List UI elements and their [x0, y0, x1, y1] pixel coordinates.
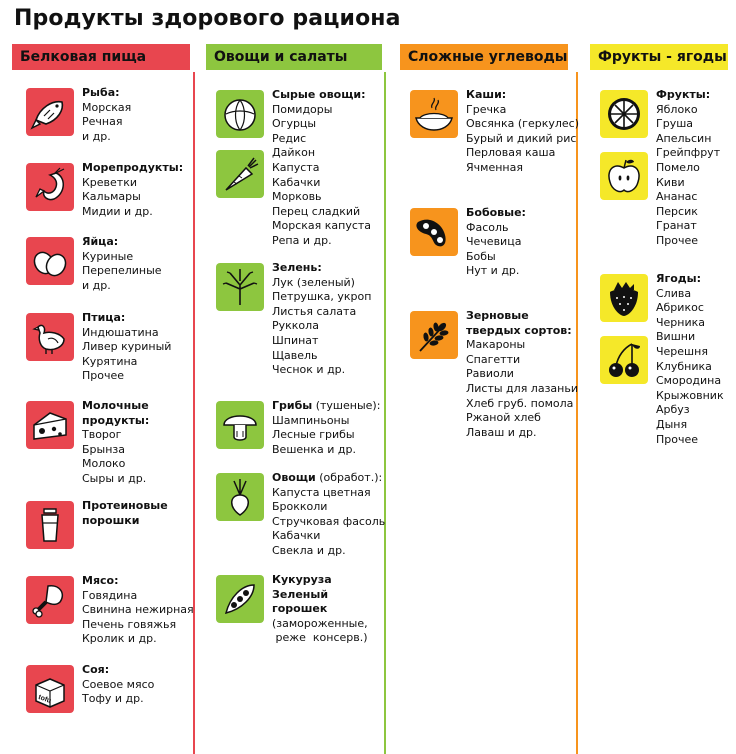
- item-line: Хлеб груб. помола: [466, 396, 574, 410]
- item-line: Прочее: [656, 233, 699, 247]
- item-heading: Мясо:: [82, 574, 119, 587]
- cheese-icon: [26, 401, 74, 449]
- item-line: Брокколи: [272, 500, 328, 514]
- item-heading-note: (тушеные):: [312, 399, 381, 412]
- item-line: Чечевица: [466, 235, 522, 249]
- item-line: Ананас: [656, 190, 698, 204]
- item-line: Овсянка (геркулес): [466, 117, 579, 131]
- item-line: Дыня: [656, 417, 688, 431]
- item-heading: Рыба:: [82, 86, 120, 99]
- item-line: Шпинат: [272, 333, 319, 347]
- item-line: Кролик и др.: [82, 632, 157, 646]
- tofu-icon: [26, 665, 74, 713]
- item-heading: Птица:: [82, 311, 126, 324]
- item-heading: Соя:: [82, 663, 110, 676]
- item-line: Гранат: [656, 219, 697, 233]
- item-line: Кальмары: [82, 190, 141, 204]
- item-heading: Каши:: [466, 88, 507, 101]
- item-line: Грейпфрут: [656, 146, 721, 160]
- meat-leg-icon: [26, 576, 74, 624]
- item-line: Черника: [656, 315, 706, 329]
- item-line: Нут и др.: [466, 264, 520, 278]
- beet-icon: [216, 473, 264, 521]
- column-header-vegetables: Овощи и салаты: [206, 44, 382, 70]
- item-line: Перец сладкий: [272, 204, 361, 218]
- item-line: Морковь: [272, 190, 322, 204]
- item-line: Помело: [656, 160, 700, 174]
- item-heading: Яйца:: [82, 235, 119, 248]
- item-line: Перепелиные: [82, 264, 162, 278]
- item-line: Петрушка, укроп: [272, 290, 372, 304]
- item-line: Перловая каша: [466, 146, 556, 160]
- item-line: Репа и др.: [272, 233, 332, 247]
- item-line: Фасоль: [466, 220, 509, 234]
- item-heading: Зелень:: [272, 261, 322, 274]
- item-line: Говядина: [82, 588, 138, 602]
- item-line: Брынза: [82, 442, 125, 456]
- item-line: Печень говяжья: [82, 617, 177, 631]
- item-line: Бурый и дикий рис: [466, 131, 577, 145]
- item-line: Лук (зеленый): [272, 275, 355, 289]
- item-line: Сыры и др.: [82, 471, 147, 485]
- item-line: Тофу и др.: [82, 692, 144, 706]
- item-line: Клубника: [656, 359, 712, 373]
- item-line: Спагетти: [466, 352, 521, 366]
- item-line: Арбуз: [656, 403, 690, 417]
- item-line: Курятина: [82, 354, 138, 368]
- tofu-label: tofu: [37, 693, 53, 705]
- item-line: Киви: [656, 175, 685, 189]
- item-heading: Зерновые твердых сортов:: [466, 309, 572, 337]
- column-header-protein: Белковая пища: [12, 44, 190, 70]
- item-line: Соевое мясо: [82, 677, 155, 691]
- item-line: и др.: [82, 278, 111, 292]
- item-line: Помидоры: [272, 102, 333, 116]
- item-line: Бобы: [466, 249, 496, 263]
- item-line: Капуста цветная: [272, 485, 371, 499]
- item-line: Кабачки: [272, 175, 321, 189]
- item-line: Лесные грибы: [272, 428, 355, 442]
- item-line: Куриные: [82, 249, 134, 263]
- item-line: Кабачки: [272, 529, 321, 543]
- cherry-icon: [600, 336, 648, 384]
- fish-icon: [26, 88, 74, 136]
- item-heading: [272, 399, 380, 414]
- cabbage-icon: [216, 90, 264, 138]
- item-heading: Морепродукты:: [82, 161, 184, 174]
- column-divider: [384, 72, 386, 754]
- item-heading: Протеиновые порошки: [82, 499, 168, 527]
- item-line: Абрикос: [656, 301, 704, 315]
- item-heading-note: (обработ.):: [315, 471, 383, 484]
- chicken-icon: [26, 313, 74, 361]
- item-line: Слива: [656, 286, 692, 300]
- item-line: Апельсин: [656, 131, 712, 145]
- item-line: Чеснок и др.: [272, 363, 346, 377]
- apple-icon: [600, 152, 648, 200]
- column-header-fruits: Фрукты - ягоды: [590, 44, 728, 70]
- item-line: Морская капуста: [272, 219, 372, 233]
- item-line: Стручковая фасоль: [272, 514, 386, 528]
- item-line: Яблоко: [656, 102, 698, 116]
- page-title: Продукты здорового рациона: [14, 6, 401, 31]
- item-heading: Ягоды:: [656, 272, 702, 285]
- item-line: Дайкон: [272, 146, 316, 160]
- item-line: Речная: [82, 115, 123, 129]
- shaker-icon: [26, 501, 74, 549]
- item-heading: Бобовые:: [466, 206, 526, 219]
- item-line: Листы для лазаньи: [466, 381, 578, 395]
- item-line: Креветки: [82, 175, 138, 189]
- item-line: Ливер куриный: [82, 340, 172, 354]
- item-line: Вешенка и др.: [272, 442, 356, 456]
- item-line: Ячменная: [466, 160, 523, 174]
- item-line: Гречка: [466, 102, 507, 116]
- column-divider: [193, 72, 195, 754]
- item-line: Груша: [656, 117, 694, 131]
- item-line: Индюшатина: [82, 325, 159, 339]
- strawberry-icon: [600, 274, 648, 322]
- item-line: Черешня: [656, 344, 708, 358]
- item-line: Молоко: [82, 457, 126, 471]
- carrot-icon: [216, 150, 264, 198]
- column-header-carbs: Сложные углеводы: [400, 44, 568, 70]
- item-line: Прочее: [656, 432, 699, 446]
- item-heading: Фрукты:: [656, 88, 711, 101]
- item-heading: [272, 471, 385, 486]
- item-line: Персик: [656, 204, 698, 218]
- item-line: Морская: [82, 100, 132, 114]
- item-line: Капуста: [272, 160, 320, 174]
- item-heading-main: Овощи: [272, 471, 316, 484]
- shrimp-icon: [26, 163, 74, 211]
- citrus-icon: [600, 90, 648, 138]
- eggs-icon: [26, 237, 74, 285]
- item-line: (замороженные,: [272, 616, 368, 630]
- item-heading-main: Грибы: [272, 399, 313, 412]
- item-line: Редис: [272, 131, 307, 145]
- item-line: Свекла и др.: [272, 543, 346, 557]
- item-line: Смородина: [656, 374, 722, 388]
- item-line: Свинина нежирная: [82, 603, 194, 617]
- wheat-icon: [410, 311, 458, 359]
- item-line: Ржаной хлеб: [466, 411, 541, 425]
- item-line: реже консерв.): [272, 631, 368, 645]
- item-heading: Молочные продукты:: [82, 399, 150, 427]
- item-line: Прочее: [82, 369, 125, 383]
- item-line: Шампиньоны: [272, 413, 350, 427]
- item-heading: Сырые овощи:: [272, 88, 366, 101]
- item-line: Вишни: [656, 330, 696, 344]
- item-line: и др.: [82, 129, 111, 143]
- greens-icon: [216, 263, 264, 311]
- beans-icon: [410, 208, 458, 256]
- item-line: Листья салата: [272, 304, 357, 318]
- item-line: Щавель: [272, 348, 318, 362]
- item-line: Лаваш и др.: [466, 425, 537, 439]
- porridge-icon: [410, 90, 458, 138]
- item-heading: Кукуруза Зеленый горошек: [272, 573, 332, 616]
- mushroom-icon: [216, 401, 264, 449]
- item-line: Творог: [82, 428, 122, 442]
- item-line: Макароны: [466, 338, 526, 352]
- item-line: Мидии и др.: [82, 204, 153, 218]
- item-line: Руккола: [272, 319, 319, 333]
- peas-icon: [216, 575, 264, 623]
- item-line: Равиоли: [466, 367, 514, 381]
- item-line: Крыжовник: [656, 388, 724, 402]
- item-line: Огурцы: [272, 117, 317, 131]
